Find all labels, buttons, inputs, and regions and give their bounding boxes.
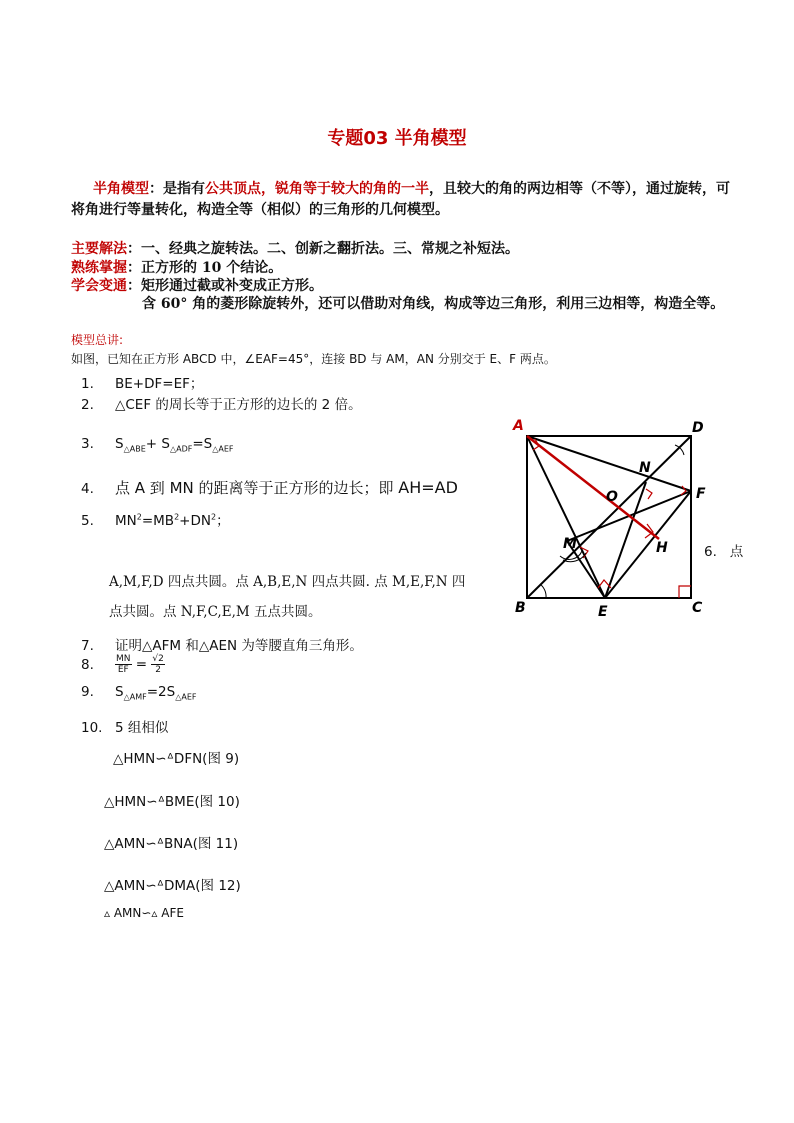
conclusion-5 (81, 509, 230, 529)
methods-line-1 (71, 238, 519, 258)
term: MN (115, 513, 137, 529)
superscript: 2 (210, 512, 217, 522)
term: =2S (146, 684, 176, 700)
similar-pair-4: △AMN∽ᐞDMA(图 12) (104, 878, 241, 894)
item-text: 点 A 到 MN 的距离等于正方形的边长；即 (115, 479, 399, 497)
equals-area: =S (192, 436, 213, 452)
fraction-mn-ef (115, 654, 132, 675)
label-e: E (598, 604, 608, 620)
label-o: O (606, 489, 618, 505)
conclusion-1 (81, 372, 203, 392)
methods-text-1: ：一、经典之旋转法。二、创新之翻折法。三、常规之补短法。 (127, 241, 519, 257)
item-number: 4. (81, 481, 94, 497)
item-number: 9. (81, 684, 94, 700)
conclusion-10 (81, 716, 168, 736)
intro-label: 半角模型 (93, 181, 149, 197)
conclusion-4 (81, 477, 458, 498)
item-text: 证明△AFM 和△AEN 为等腰直角三角形。 (115, 638, 363, 654)
intro-highlight: 公共顶点，锐角等于较大的角的一半 (205, 181, 429, 197)
similar-pair-5: ▵ AMN∽▵ AFE (104, 906, 184, 920)
denominator: 2 (155, 665, 161, 675)
numerator: MN (116, 654, 131, 664)
area-symbol: S (115, 684, 124, 700)
methods-label-3: 学会变通 (71, 278, 127, 294)
subscript: △ADF (169, 444, 193, 454)
conclusion-2 (81, 393, 362, 413)
angle-arc-b (540, 584, 546, 598)
similar-pair-2: △HMN∽ᐞBME(图 10) (104, 794, 240, 810)
summary-heading: 模型总讲: (71, 333, 124, 347)
similar-pair-3: △AMN∽ᐞBNA(图 11) (104, 836, 239, 852)
methods-line-3 (71, 275, 323, 295)
term: +DN (179, 513, 211, 529)
equals-sign: = (135, 656, 148, 673)
label-f: F (696, 486, 706, 502)
item-number: 1. (81, 376, 94, 392)
conclusion-6-line-2: 点共圆。点 N,F,C,E,M 五点共圆。 (109, 604, 322, 620)
item-number: 3. (81, 436, 94, 452)
intro-text-c: ，且较大的角的两边相等（不等），通过旋转，可 (429, 181, 730, 197)
methods-label-2: 熟练掌握 (71, 260, 127, 276)
conclusion-8 (81, 654, 165, 675)
summary-intro: 如图，已知在正方形 ABCD 中，∠EAF=45°，连接 BD 与 AM，AN 分别交于 E、F 两点。 (71, 352, 556, 366)
item-text: 5 组相似 (115, 720, 169, 736)
plus-area: + S (145, 436, 170, 452)
item-number: 8. (81, 656, 94, 673)
label-n: N (639, 460, 651, 476)
label-b: B (515, 600, 526, 616)
subscript: △AEF (212, 444, 234, 454)
item-number: 2. (81, 397, 94, 413)
intro-text-a: ：是指有 (149, 181, 205, 197)
methods-text-3: ：矩形通过截或补变成正方形。 (127, 278, 323, 294)
item-number: 6. (704, 544, 717, 560)
item-text: △CEF 的周长等于正方形的边长的 2 倍。 (115, 397, 362, 413)
right-angle-n (646, 489, 652, 499)
intro-line-1 (93, 178, 730, 198)
similar-pair-1: △HMN∽ᐞDFN(图 9) (113, 751, 240, 767)
superscript: 2 (174, 512, 180, 522)
label-a: A (513, 418, 524, 434)
item-highlight: AH=AD (398, 478, 458, 497)
subscript: △ABE (123, 444, 146, 454)
methods-label-1: 主要解法 (71, 241, 127, 257)
item-text: BE+DF=EF； (115, 376, 204, 392)
conclusion-7 (81, 634, 363, 654)
numerator: √2 (152, 654, 164, 664)
superscript: 2 (136, 512, 142, 522)
item-number: 5. (81, 513, 94, 529)
methods-line-2 (71, 257, 282, 277)
item-text: 点 (729, 544, 744, 560)
page-title: 专题03 半角模型 (327, 128, 467, 149)
subscript: △AMF (123, 692, 147, 702)
segment-af (527, 436, 691, 491)
item-number: 7. (81, 638, 94, 654)
label-h: H (656, 540, 668, 556)
denominator: EF (117, 665, 129, 675)
area-symbol: S (115, 436, 124, 452)
methods-line-4: 含 60° 角的菱形除旋转外，还可以借助对角线，构成等边三角形，利用三边相等，构造全等。 (142, 296, 725, 312)
methods-text-2: ：正方形的 10 个结论。 (127, 260, 283, 276)
conclusion-9 (81, 684, 196, 700)
label-c: C (692, 600, 703, 616)
intro-line-2: 将角进行等量转化，构造全等（相似）的三角形的几何模型。 (71, 202, 449, 218)
fraction-root2-2 (151, 654, 164, 675)
label-d: D (692, 420, 704, 436)
square-geometry-figure (505, 410, 735, 620)
segment-ae (527, 436, 605, 598)
conclusion-6-line-1: A,M,F,D 四点共圆。点 A,B,E,N 四点共圆. 点 M,E,F,N 四 (109, 574, 466, 590)
term: =MB (141, 513, 175, 529)
item-number: 10. (81, 720, 103, 736)
label-m: M (563, 536, 577, 552)
subscript: △AEF (175, 692, 197, 702)
diagonal-bd (527, 436, 691, 598)
right-angle-c (679, 586, 691, 598)
term: ； (216, 513, 230, 529)
conclusion-3 (81, 436, 234, 452)
